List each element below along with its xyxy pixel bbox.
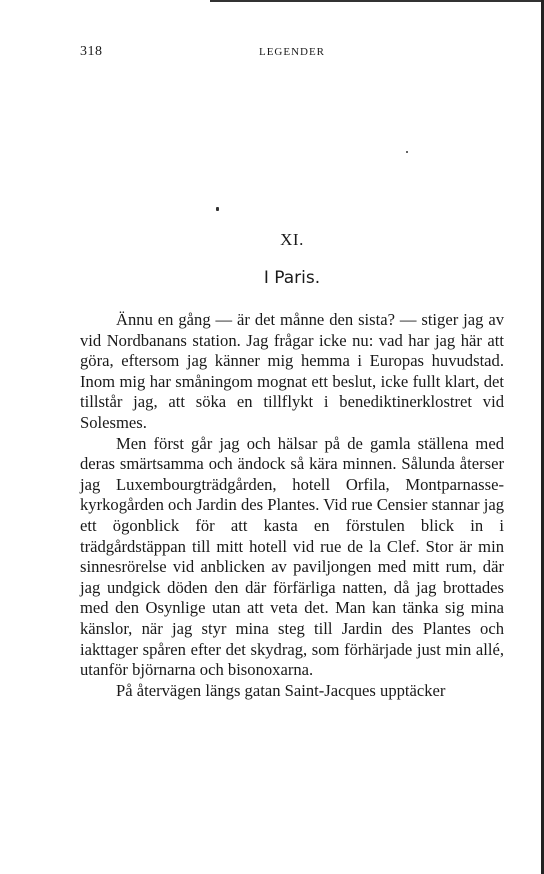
body-text [80,310,504,701]
paragraph: Ännu en gång — är det månne den sista? — stiger jag av vid Nordbanans station. Jag frågar icke nu: vad har jag här att göra, eftersom jag känner mig hemma i Europas huvudstad. Inom mig har småningom mognat ett beslut, icke fullt klart, det tillstår jag, att söka en tillflykt i benediktinerklostret vid Solesmes. [80,310,504,432]
ink-speck [406,151,408,153]
paragraph: Men först går jag och hälsar på de gamla ställena med deras smärtsamma och ändock så kära minnen. Sålunda återser jag Luxembourgträdgården, hotell Orfila, Montparnasse-kyrkogården och Jardin des Plantes. Vid rue Censier stannar jag ett ögonblick för att kasta en förstulen blick in i trädgårdstäppan till mitt hotell vid rue de la Clef. Stor är min sinnesrörelse vid anblicken av paviljongen med mitt rum, där jag undgick döden den där förfärliga natten, då jag brottades med den Osynlige utan att veta det. Man kan tänka sig mina känslor, när jag styr mina steg till Jardin des Plantes och iakttager spåren efter det skydrag, som förhärjade just min allé, utanför björnarna och bisonoxarna. [80,433,504,680]
running-head: LEGENDER [258,46,326,58]
ink-speck [216,207,219,211]
top-border-line [210,0,544,2]
chapter-title: I Paris. [263,268,321,288]
chapter-number: XI. [280,230,304,249]
paragraph: På återvägen längs gatan Saint-Jacques upptäcker [116,680,446,700]
page-number: 318 [80,44,103,59]
page-header [80,44,504,64]
